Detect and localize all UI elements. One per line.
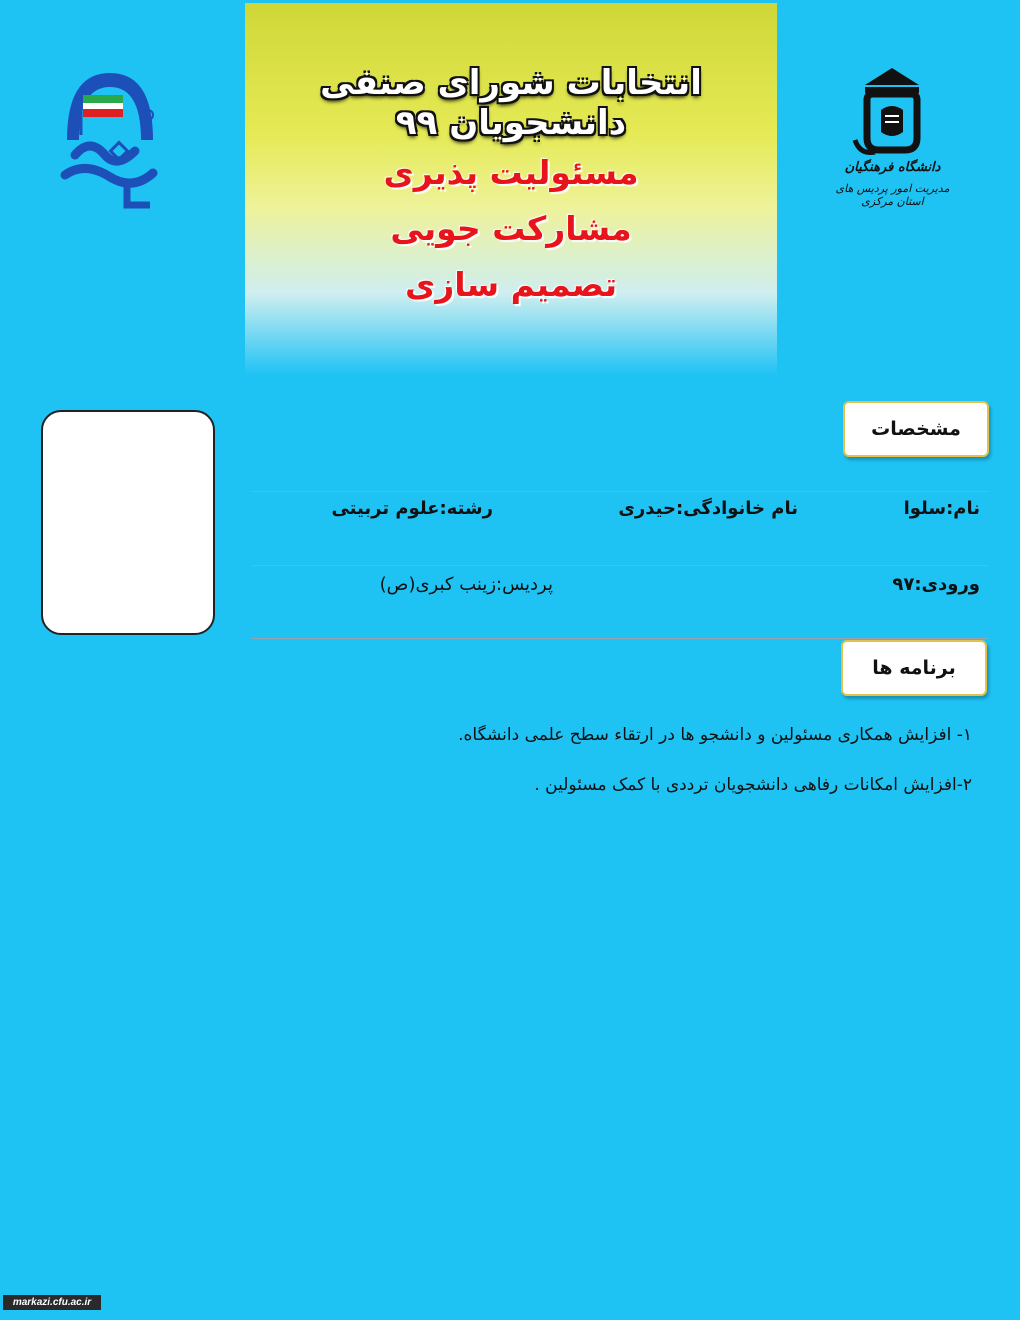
divider-bottom — [252, 638, 988, 639]
entry-year-field: ورودی:۹۷ — [892, 574, 980, 595]
university-name: دانشگاه فرهنگیان — [844, 160, 941, 175]
slogan-participation: مشارکت جویی — [390, 209, 632, 248]
slogan-responsibility: مسئولیت پذیری — [383, 153, 639, 192]
header-banner — [245, 3, 777, 375]
campus-field: پردیس:زینب کبری(ص) — [379, 574, 553, 595]
candidate-photo-frame — [41, 410, 215, 635]
university-subtitle: مدیریت امور پردیس های استان مرکزی — [835, 182, 950, 208]
program-item-2: ۲-افزایش امکانات رفاهی دانشجویان ترددی با کمک مسئولین . — [534, 775, 972, 795]
programs-heading: برنامه ها — [841, 640, 987, 696]
divider-middle — [252, 565, 988, 566]
major-field: رشته:علوم تربیتی — [331, 498, 493, 519]
divider-top — [252, 491, 988, 492]
details-heading: مشخصات — [843, 401, 989, 457]
site-watermark: markazi.cfu.ac.ir — [3, 1295, 101, 1310]
family-name-field: نام خانوادگی:حیدری — [618, 498, 798, 519]
slogan-decision: تصمیم سازی — [405, 265, 617, 304]
election-title: انتخابات شورای صنفی دانشجویان ۹۹ — [320, 63, 702, 143]
university-logo — [825, 60, 960, 210]
name-field: نام:سلوا — [903, 498, 980, 519]
program-item-1: ۱- افزایش همکاری مسئولین و دانشجو ها در ارتقاء سطح علمی دانشگاه. — [458, 725, 972, 745]
student-council-logo — [55, 65, 165, 210]
